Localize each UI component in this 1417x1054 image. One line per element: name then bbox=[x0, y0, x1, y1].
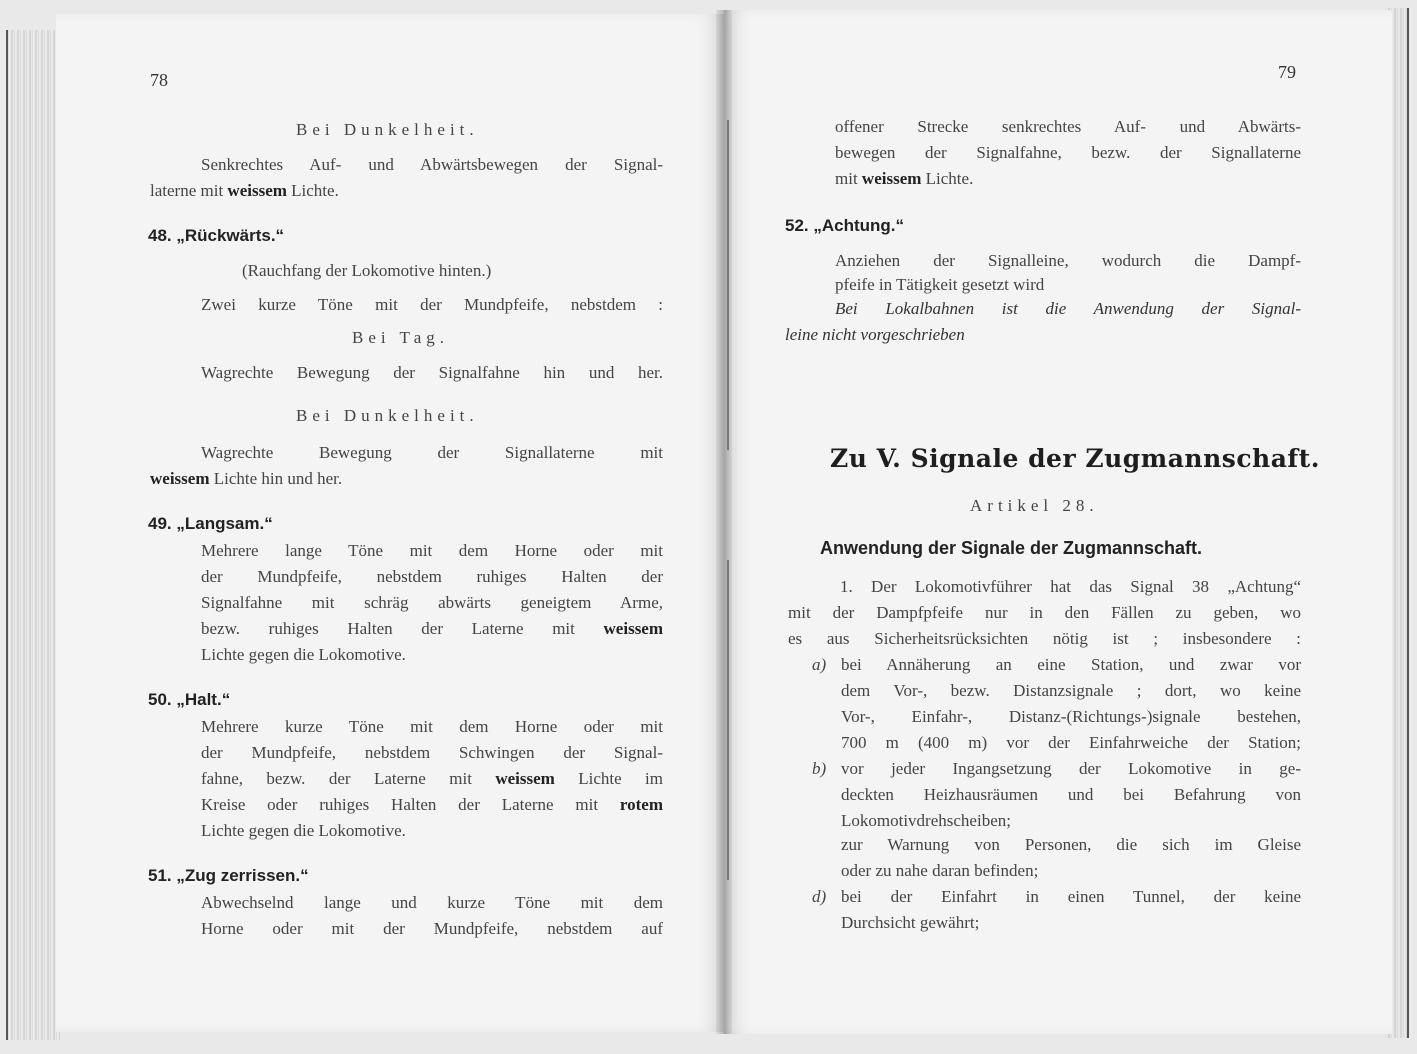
body-line: offener Strecke senkrechtes Auf- und Abwärts- bbox=[835, 117, 1301, 136]
section-48-title: 48. „Rückwärts.“ bbox=[148, 226, 285, 245]
body-line: Lichte gegen die Lokomotive. bbox=[201, 645, 406, 664]
list-item-line: Lokomotivdrehscheiben; bbox=[841, 811, 1011, 830]
list-item-line: Durchsicht gewährt; bbox=[841, 913, 980, 932]
page-number: 79 bbox=[1278, 62, 1296, 82]
list-marker: a) bbox=[812, 655, 827, 674]
left-page bbox=[56, 14, 724, 1032]
list-item-line: 700 m (400 m) vor der Einfahrweiche der Station; bbox=[841, 733, 1301, 752]
day-heading: Bei Tag. bbox=[352, 328, 450, 347]
list-item-line: bei Annäherung an eine Station, und zwar vor bbox=[841, 655, 1301, 674]
section-50-title: 50. „Halt.“ bbox=[148, 690, 231, 709]
book-gutter bbox=[716, 10, 732, 1034]
body-line: Mehrere lange Töne mit dem Horne oder mit bbox=[201, 541, 663, 560]
body-line: Kreise oder ruhiges Halten der Laterne mit rotem bbox=[201, 795, 663, 814]
list-marker: d) bbox=[812, 887, 827, 906]
list-item-line: deckten Heizhausräumen und bei Befahrung von bbox=[841, 785, 1301, 804]
section-52-title: 52. „Achtung.“ bbox=[785, 216, 905, 235]
body-line: Senkrechtes Auf- und Abwärtsbewegen der Signal- bbox=[201, 155, 663, 174]
body-line: Horne oder mit der Mundpfeife, nebstdem auf bbox=[201, 919, 663, 938]
body-line: Mehrere kurze Töne mit dem Horne oder mit bbox=[201, 717, 663, 736]
page-stack-left bbox=[6, 30, 60, 1040]
binding-thread bbox=[727, 560, 729, 880]
handwritten-note: leine nicht vorgeschrieben bbox=[785, 325, 965, 344]
body-line: Lichte gegen die Lokomotive. bbox=[201, 821, 406, 840]
body-line: Wagrechte Bewegung der Signalfahne hin und her. bbox=[201, 363, 663, 382]
body-line: pfeife in Tätigkeit gesetzt wird bbox=[835, 275, 1045, 294]
list-item-line: Vor-, Einfahr-, Distanz-(Richtungs-)signale bestehen, bbox=[841, 707, 1301, 726]
body-line: bezw. ruhiges Halten der Laterne mit weissem bbox=[201, 619, 664, 638]
body-line: laterne mit weissem Lichte. bbox=[150, 181, 339, 200]
list-item-line: oder zu nahe daran befinden; bbox=[841, 861, 1039, 880]
list-item-line: vor jeder Ingangsetzung der Lokomotive in ge- bbox=[841, 759, 1301, 778]
night-heading: Bei Dunkelheit. bbox=[296, 120, 479, 139]
body-line: es aus Sicherheitsrücksichten nötig ist ; insbesondere : bbox=[788, 629, 1301, 648]
article-number: Artikel 28. bbox=[970, 496, 1099, 515]
body-line: 1. Der Lokomotivführer hat das Signal 38 „Achtung“ bbox=[840, 577, 1301, 596]
binding-thread bbox=[727, 120, 729, 450]
page-number: 78 bbox=[150, 70, 168, 90]
article-title: Anwendung der Signale der Zugmannschaft. bbox=[820, 538, 1203, 558]
body-line: der Mundpfeife, nebstdem ruhiges Halten der bbox=[201, 567, 663, 586]
body-line: weissem Lichte hin und her. bbox=[150, 469, 343, 488]
body-line: der Mundpfeife, nebstdem Schwingen der Signal- bbox=[201, 743, 663, 762]
body-line: Wagrechte Bewegung der Signallaterne mit bbox=[201, 443, 663, 462]
body-line: mit der Dampfpfeife nur in den Fällen zu geben, wo bbox=[788, 603, 1301, 622]
body-line: Signalfahne mit schräg abwärts geneigtem Arme, bbox=[201, 593, 663, 612]
body-line: Zwei kurze Töne mit der Mundpfeife, nebstdem : bbox=[201, 295, 663, 314]
list-item-line: bei der Einfahrt in einen Tunnel, der keine bbox=[841, 887, 1301, 906]
body-line: mit weissem Lichte. bbox=[835, 169, 974, 188]
list-marker: b) bbox=[812, 759, 827, 778]
section-title: Zu V. Signale der Zugmannschaft. bbox=[830, 444, 1320, 473]
list-item-line: zur Warnung von Personen, die sich im Gleise bbox=[841, 835, 1301, 854]
list-item-line: dem Vor-, bezw. Distanzsignale ; dort, wo keine bbox=[841, 681, 1301, 700]
right-page bbox=[724, 10, 1392, 1034]
handwritten-note: Bei Lokalbahnen ist die Anwendung der Signal- bbox=[835, 299, 1301, 318]
section-51-title: 51. „Zug zerrissen.“ bbox=[148, 866, 309, 885]
night-heading: Bei Dunkelheit. bbox=[296, 406, 479, 425]
body-line: Anziehen der Signalleine, wodurch die Dampf- bbox=[835, 251, 1301, 270]
section-49-title: 49. „Langsam.“ bbox=[148, 514, 273, 533]
body-line: fahne, bezw. der Laterne mit weissem Lichte im bbox=[201, 769, 663, 788]
section-48-note: (Rauchfang der Lokomotive hinten.) bbox=[242, 261, 492, 280]
body-line: bewegen der Signalfahne, bezw. der Signallaterne bbox=[835, 143, 1301, 162]
body-line: Abwechselnd lange und kurze Töne mit dem bbox=[201, 893, 663, 912]
